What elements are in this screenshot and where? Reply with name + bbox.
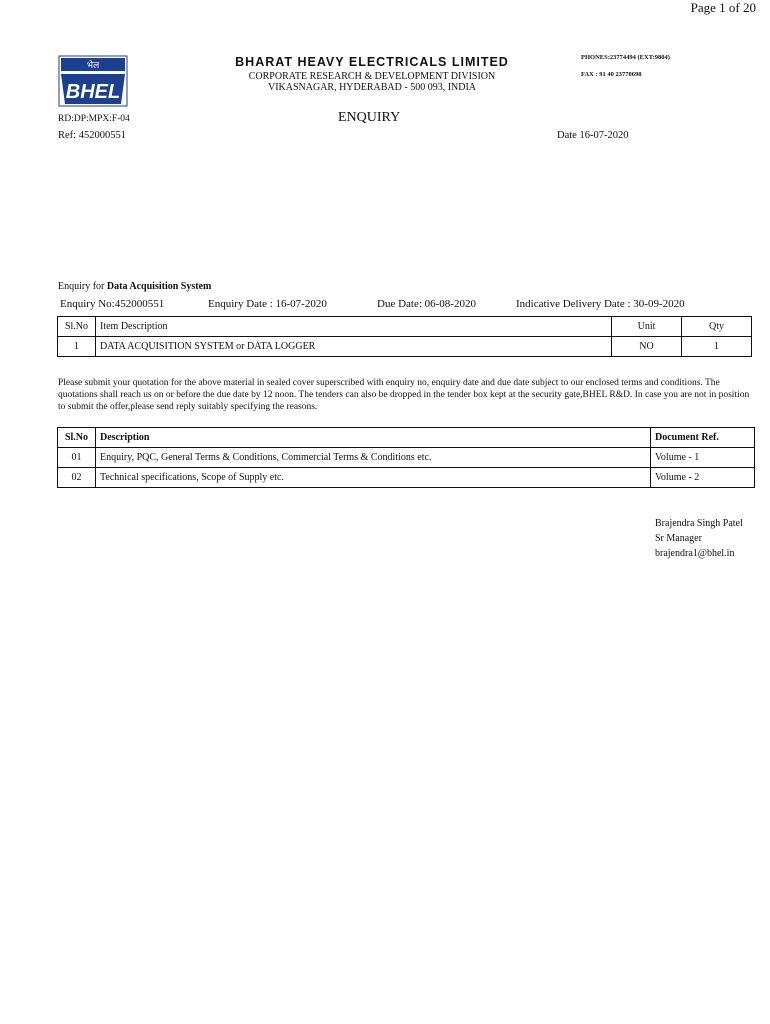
header-slno: Sl.No xyxy=(58,428,96,448)
documents-table xyxy=(57,427,755,488)
signatory-name: Brajendra Singh Patel xyxy=(655,518,743,529)
header-unit: Unit xyxy=(612,317,682,337)
header-document-ref: Document Ref. xyxy=(651,428,755,448)
page-number: Page 1 of 20 xyxy=(690,0,756,15)
bhel-logo xyxy=(57,54,129,108)
header-slno: Sl.No xyxy=(58,317,96,337)
table-header-row xyxy=(58,317,752,337)
header-qty: Qty xyxy=(682,317,752,337)
company-name: BHARAT HEAVY ELECTRICALS LIMITED xyxy=(235,55,509,69)
phones: PHONES:23774494 (EXT:9804) xyxy=(581,54,670,61)
cell-slno: 02 xyxy=(58,468,96,488)
enquiry-date: Enquiry Date : 16-07-2020 xyxy=(208,298,327,310)
cell-slno: 01 xyxy=(58,448,96,468)
enquiry-for-value: Data Acquisition System xyxy=(106,281,212,292)
form-code: RD:DP:MPX:F-04 xyxy=(58,114,130,124)
due-date: Due Date: 06-08-2020 xyxy=(377,298,476,310)
reference-number: Ref: 452000551 xyxy=(58,130,126,141)
company-address: VIKASNAGAR, HYDERABAD - 500 093, INDIA xyxy=(267,82,477,93)
cell-item-description: DATA ACQUISITION SYSTEM or DATA LOGGER xyxy=(96,337,612,357)
enquiry-number: Enquiry No:452000551 xyxy=(60,298,165,310)
cell-slno: 1 xyxy=(58,337,96,357)
table-row xyxy=(58,448,755,468)
cell-document-ref: Volume - 1 xyxy=(651,448,755,468)
cell-description: Enquiry, PQC, General Terms & Conditions, Commercial Terms & Conditions etc. xyxy=(96,448,651,468)
signatory-email[interactable]: brajendra1@bhel.in xyxy=(655,548,735,559)
logo-bhel-text: BHEL xyxy=(65,81,121,103)
table-header-row xyxy=(58,428,755,448)
cell-description: Technical specifications, Scope of Supply etc. xyxy=(96,468,651,488)
delivery-date: Indicative Delivery Date : 30-09-2020 xyxy=(516,298,685,310)
items-table xyxy=(57,316,752,357)
document-date: Date 16-07-2020 xyxy=(557,130,629,141)
signatory-designation: Sr Manager xyxy=(655,533,702,544)
header-item-description: Item Description xyxy=(96,317,612,337)
header-description: Description xyxy=(96,428,651,448)
table-row xyxy=(58,337,752,357)
cell-unit: NO xyxy=(612,337,682,357)
cell-qty: 1 xyxy=(682,337,752,357)
division-name: CORPORATE RESEARCH & DEVELOPMENT DIVISION xyxy=(248,71,496,82)
document-title: ENQUIRY xyxy=(338,110,401,125)
submission-note: Please submit your quotation for the above material in sealed cover superscribed with enquiry no, enquiry date and due date subject to our enclosed terms and conditions. The quotations shall reach us on or before the due date by 12 noon. The tenders can also be dropped in the tender box kept at the security gate,BHEL R&D. In case you are not in position to submit the offer,please send reply suitably specifying the reasons. xyxy=(58,378,750,412)
table-row xyxy=(58,468,755,488)
cell-document-ref: Volume - 2 xyxy=(651,468,755,488)
enquiry-for-label: Enquiry for xyxy=(58,281,105,292)
logo-hindi-text: भेल xyxy=(86,61,100,71)
enquiry-for xyxy=(58,281,211,292)
fax: FAX : 91 40 23770698 xyxy=(581,71,642,78)
